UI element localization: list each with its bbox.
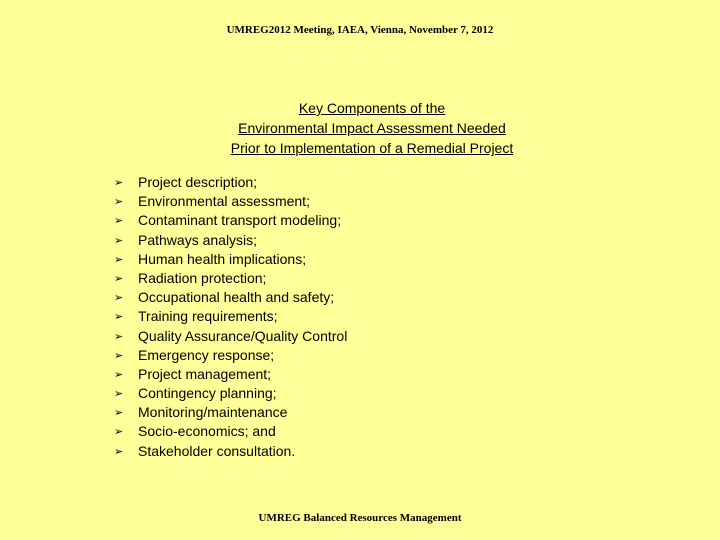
- arrowhead-bullet-icon: ➢: [114, 233, 124, 247]
- list-item-text: Socio-economics; and: [138, 423, 276, 440]
- list-item: [114, 442, 347, 461]
- arrowhead-bullet-icon: ➢: [114, 291, 124, 305]
- slide-title: [190, 98, 554, 158]
- arrowhead-bullet-icon: ➢: [114, 348, 124, 362]
- list-item-text: Stakeholder consultation.: [138, 442, 296, 459]
- list-item-text: Contingency planning;: [138, 385, 277, 402]
- list-item-text: Pathways analysis;: [138, 231, 258, 248]
- arrowhead-bullet-icon: ➢: [114, 387, 124, 401]
- arrowhead-bullet-icon: ➢: [114, 214, 124, 228]
- list-item-text: Contaminant transport modeling;: [138, 212, 342, 229]
- list-item: [114, 173, 347, 192]
- arrowhead-bullet-icon: ➢: [114, 195, 124, 209]
- list-item-text: Training requirements;: [138, 308, 278, 325]
- slide-footer: UMREG Balanced Resources Management: [258, 512, 462, 524]
- arrowhead-bullet-icon: ➢: [114, 367, 124, 381]
- arrowhead-bullet-icon: ➢: [114, 176, 124, 189]
- arrowhead-bullet-icon: ➢: [114, 444, 124, 458]
- list-item: [114, 327, 347, 346]
- title-line-1: Key Components of the: [298, 100, 446, 116]
- list-item: [114, 250, 347, 269]
- list-item: [114, 269, 347, 288]
- list-item: [114, 231, 347, 250]
- list-item: [114, 211, 347, 230]
- list-item: [114, 288, 347, 307]
- list-item: [114, 403, 347, 422]
- arrowhead-bullet-icon: ➢: [114, 310, 124, 324]
- list-item: [114, 192, 347, 211]
- list-item: [114, 422, 347, 441]
- list-item-text: Human health implications;: [138, 250, 307, 267]
- title-line-2: Environmental Impact Assessment Needed: [238, 120, 506, 136]
- list-item-text: Radiation protection;: [138, 269, 267, 286]
- arrowhead-bullet-icon: ➢: [114, 329, 124, 343]
- list-item-text: Project management;: [138, 365, 272, 382]
- title-line-3: Prior to Implementation of a Remedial Project: [230, 140, 514, 156]
- list-item: [114, 346, 347, 365]
- list-item: [114, 307, 347, 326]
- slide-header: UMREG2012 Meeting, IAEA, Vienna, November 7, 2012: [226, 24, 494, 36]
- component-list: [114, 173, 347, 461]
- arrowhead-bullet-icon: ➢: [114, 425, 124, 439]
- list-item-text: Emergency response;: [138, 346, 275, 363]
- arrowhead-bullet-icon: ➢: [114, 252, 124, 266]
- list-item: [114, 384, 347, 403]
- arrowhead-bullet-icon: ➢: [114, 271, 124, 285]
- list-item: [114, 365, 347, 384]
- arrowhead-bullet-icon: ➢: [114, 406, 124, 420]
- list-item-text: Monitoring/maintenance: [138, 404, 288, 421]
- list-item-text: Occupational health and safety;: [138, 289, 335, 306]
- list-item-text: Project description;: [138, 174, 258, 190]
- list-item-text: Quality Assurance/Quality Control: [138, 327, 348, 344]
- list-item-text: Environmental assessment;: [138, 193, 310, 210]
